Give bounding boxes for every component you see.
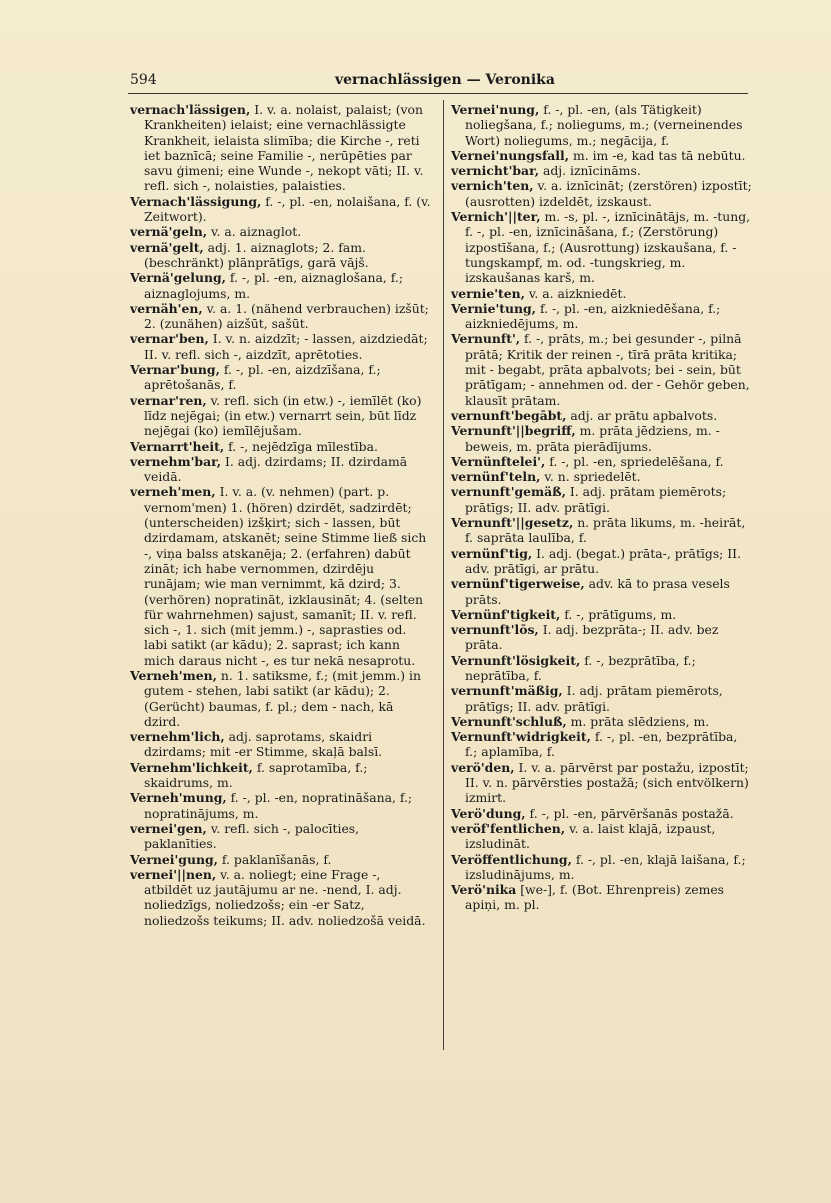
dictionary-entry bbox=[130, 867, 432, 928]
dictionary-entry bbox=[130, 790, 432, 821]
entry-headword: vernehm'lich, bbox=[130, 729, 225, 745]
entry-definition: adj. ar prātu apbalvots. bbox=[566, 407, 718, 423]
entry-headword: vernä'gelt, bbox=[130, 239, 204, 255]
dictionary-entry bbox=[130, 729, 432, 760]
dictionary-entry bbox=[451, 806, 753, 821]
entry-definition: v. refl. sich -, palocīties, paklanīties. bbox=[144, 820, 360, 852]
dictionary-entry bbox=[130, 270, 432, 301]
dictionary-entry bbox=[451, 423, 753, 454]
dictionary-entry bbox=[130, 102, 432, 194]
entry-definition: f. -, pl. -en, aizkniedēšana, f.; aizkniedējums, m. bbox=[465, 300, 721, 332]
entry-definition: m. -s, pl. -, iznīcinātājs, m. -tung, f. -, pl. -en, iznīcināšana, f.; (Zerstörung) izpostīšana, f.; (Ausrottung) izskaušana, f. -tungskampf, m. od. -tungskrieg, m. izskaušanas karš, m. bbox=[465, 209, 751, 286]
entry-definition: f. -, prātīgums, m. bbox=[560, 606, 677, 622]
entry-definition: f. -, pl. -en, klajā laišana, f.; izsludinājums, m. bbox=[465, 851, 746, 882]
entry-headword: Vernei'nungsfall, bbox=[451, 147, 570, 163]
dictionary-entry bbox=[451, 301, 753, 332]
entry-headword: Vernich'||ter, bbox=[451, 209, 541, 225]
entry-headword: vernünf'teln, bbox=[451, 469, 541, 485]
entry-headword: Verö'dung, bbox=[451, 805, 526, 821]
dictionary-entry bbox=[130, 760, 432, 791]
entry-definition: f. -, pl. -en, spriedelēšana, f. bbox=[545, 453, 724, 469]
dictionary-entry bbox=[451, 484, 753, 515]
dictionary-entry bbox=[130, 668, 432, 729]
dictionary-entry bbox=[451, 163, 753, 178]
entry-definition: v. n. spriedelēt. bbox=[540, 469, 641, 485]
entry-definition: I. v. a. (v. nehmen) (part. p. vernom'men) 1. (hören) dzirdēt, sadzirdēt; (unterscheiden) izšķirt; sich - lassen, būt dzirdamam, atskanēt; seine Stimme ließ sich -, viņa balss atskanēja; 2. (erfahren) dabūt zināt; ich habe vernommen, dzirdēju runājam; wie man vernimmt, kā dzird; 3. (verhören) nopratināt, izklausināt; 4. (selten für wahrnehmen) sajust, samanīt; II. v. refl. sich -, 1. sich (mit jemm.) -, saprasties od. labi satikt (ar kādu); 2. saprast; ich kann mich daraus nicht -, es tur nekā nesaprotu. bbox=[144, 484, 427, 668]
entry-definition: v. a. noliegt; eine Frage -, atbildēt uz jautājumu ar ne. -nend, I. adj. noliedzīgs, noliedzošs; ein -er Satz, noliedzošs teikums; II. adv. noliedzošā veidā. bbox=[144, 866, 426, 928]
entry-headword: vernünf'tigerweise, bbox=[451, 576, 585, 592]
dictionary-entry bbox=[451, 760, 753, 806]
entry-headword: Veröffentlichung, bbox=[451, 851, 572, 867]
entry-definition: m. prāta jēdziens, m. -beweis, m. prāta pierādījums. bbox=[465, 423, 720, 454]
entry-headword: vernie'ten, bbox=[451, 285, 525, 301]
entry-headword: Vernach'lässigung, bbox=[130, 193, 262, 209]
dictionary-entry bbox=[451, 714, 753, 729]
dictionary-entry bbox=[451, 178, 753, 209]
dictionary-entry bbox=[130, 454, 432, 485]
dictionary-entry bbox=[451, 469, 753, 484]
dictionary-entry bbox=[451, 546, 753, 577]
dictionary-entry bbox=[451, 148, 753, 163]
entry-headword: Vernä'gelung, bbox=[130, 270, 226, 286]
entry-headword: Vernunft'lösigkeit, bbox=[451, 652, 581, 668]
entry-headword: vernar'ren, bbox=[130, 392, 207, 408]
entry-definition: v. a. laist klajā, izpaust, izsludināt. bbox=[465, 820, 716, 852]
entry-definition: f. -, pl. -en, (als Tätigkeit) noliegšana, f.; noliegums, m.; (verneinendes Wort) noliegums, m.; negācija, f. bbox=[465, 102, 743, 148]
dictionary-entry bbox=[451, 653, 753, 684]
dictionary-entry bbox=[130, 331, 432, 362]
entry-definition: adj. saprotams, skaidri dzirdams; mit -er Stimme, skaļā balsī. bbox=[144, 729, 383, 760]
entry-headword: Vernehm'lichkeit, bbox=[130, 759, 253, 775]
entry-headword: Vernunft'||begriff, bbox=[451, 423, 576, 439]
entry-definition: I. adj. dzirdams; II. dzirdamā veidā. bbox=[144, 453, 408, 485]
entry-headword: Vernei'gung, bbox=[130, 851, 218, 867]
entry-headword: vernunft'mäßig, bbox=[451, 683, 563, 699]
entry-headword: vernich'ten, bbox=[451, 178, 534, 194]
dictionary-entry bbox=[451, 209, 753, 285]
right-column bbox=[451, 102, 753, 1162]
entry-definition: f. -, pl. -en, aiznaglošana, f.; aiznaglojums, m. bbox=[144, 270, 403, 301]
dictionary-entry bbox=[451, 454, 753, 469]
dictionary-entry bbox=[130, 393, 432, 439]
entry-headword: Vernunft', bbox=[451, 331, 521, 347]
entry-definition: v. a. 1. (nähend verbrauchen) izšūt; 2. (zunähen) aizšūt, sašūt. bbox=[144, 300, 429, 332]
entry-headword: Vernunft'widrigkeit, bbox=[451, 729, 591, 745]
entry-definition: f. -, nejēdzīga mīlestība. bbox=[224, 438, 378, 454]
entry-headword: vernei'gen, bbox=[130, 820, 207, 836]
dictionary-entry bbox=[451, 622, 753, 653]
entry-headword: Vernie'tung, bbox=[451, 300, 536, 316]
entry-headword: Vernunft'||gesetz, bbox=[451, 515, 574, 531]
entry-definition: f. -, pl. -en, nolaišana, f. (v. Zeitwort). bbox=[144, 193, 431, 225]
entry-definition: m. prāta slēdziens, m. bbox=[566, 713, 710, 729]
entry-headword: Vernar'bung, bbox=[130, 362, 220, 378]
dictionary-entry bbox=[451, 102, 753, 148]
dictionary-entry bbox=[451, 331, 753, 407]
entry-headword: verö'den, bbox=[451, 759, 515, 775]
entry-headword: verneh'men, bbox=[130, 484, 216, 500]
dictionary-entry bbox=[451, 852, 753, 883]
entry-definition: v. a. iznīcināt; (zerstören) izpostīt; (ausrotten) izdeldēt, izskaust. bbox=[465, 178, 752, 209]
page-header bbox=[130, 70, 750, 90]
dictionary-entry bbox=[130, 194, 432, 225]
entry-headword: vernäh'en, bbox=[130, 300, 203, 316]
dictionary-entry bbox=[451, 576, 753, 607]
entry-definition: f. -, pl. -en, nopratināšana, f.; nopratinājums, m. bbox=[144, 790, 413, 821]
entry-definition: I. adj. bezprāta-; II. adv. bez prāta. bbox=[465, 622, 719, 653]
entry-headword: vernunft'begābt, bbox=[451, 407, 567, 423]
header-rule bbox=[128, 93, 748, 94]
entry-definition: m. im -e, kad tas tā nebūtu. bbox=[569, 147, 746, 163]
dictionary-entry bbox=[451, 607, 753, 622]
entry-headword: Vernünftelei', bbox=[451, 453, 546, 469]
dictionary-entry bbox=[451, 729, 753, 760]
entry-definition: f. -, pl. -en, aizdzīšana, f.; aprētošanās, f. bbox=[144, 362, 381, 393]
entry-definition: f. -, pl. -en, bezprātība, f.; aplamība, f. bbox=[465, 729, 738, 760]
entry-headword: vernünf'tig, bbox=[451, 545, 533, 561]
dictionary-entry bbox=[451, 882, 753, 913]
dictionary-entry bbox=[130, 852, 432, 867]
entry-definition: I. v. a. pārvērst par postažu, izpostīt; II. v. n. pārvērsties postažā; (sich entvölkern) izmirt. bbox=[465, 759, 749, 806]
entry-headword: veröf'fentlichen, bbox=[451, 820, 566, 836]
dictionary-entry bbox=[451, 683, 753, 714]
entry-headword: vernä'geln, bbox=[130, 224, 208, 240]
entry-definition: I. adj. (begat.) prāta-, prātīgs; II. adv. prātīgi, ar prātu. bbox=[465, 545, 742, 576]
entry-definition: v. a. aiznaglot. bbox=[207, 224, 302, 240]
entry-headword: vernunft'gemäß, bbox=[451, 484, 566, 500]
entry-definition: n. prāta likums, m. -heirāt, f. saprāta laulība, f. bbox=[465, 515, 746, 546]
entry-definition: adj. iznīcināms. bbox=[539, 163, 641, 179]
entry-headword: Verneh'mung, bbox=[130, 790, 227, 806]
column-divider bbox=[443, 100, 444, 1050]
entry-definition: I. adj. prātam piemērots, prātīgs; II. adv. prātīgi. bbox=[465, 683, 723, 714]
dictionary-entry bbox=[451, 515, 753, 546]
entry-definition: [we-], f. (Bot. Ehrenpreis) zemes apiņi, m. pl. bbox=[465, 882, 725, 913]
dictionary-entry bbox=[130, 439, 432, 454]
entry-definition: adj. 1. aiznaglots; 2. fam. (beschränkt) plānprātīgs, garā vājš. bbox=[144, 239, 369, 270]
dictionary-entry bbox=[451, 286, 753, 301]
entry-definition: f. saprotamība, f.; skaidrums, m. bbox=[144, 759, 368, 791]
entry-headword: vernar'ben, bbox=[130, 331, 209, 347]
entry-headword: Vernarrt'heit, bbox=[130, 438, 225, 454]
entry-definition: n. 1. satiksme, f.; (mit jemm.) in gutem - stehen, labi satikt (ar kādu); 2. (Gerücht) baumas, f. pl.; dem - nach, kā dzird. bbox=[144, 667, 421, 729]
entry-definition: v. refl. sich (in etw.) -, iemīlēt (ko) līdz neјēgai; (in etw.) vernarrt sein, būt līdz nejēgai (ko) iemīlējušam. bbox=[144, 392, 422, 439]
entry-definition: f. paklanīšanās, f. bbox=[217, 851, 332, 867]
dictionary-entry bbox=[130, 224, 432, 239]
entry-definition: adv. kā to prasa vesels prāts. bbox=[465, 576, 730, 607]
left-column bbox=[130, 102, 432, 1162]
entry-headword: vernehm'bar, bbox=[130, 453, 222, 469]
dictionary-entry bbox=[130, 821, 432, 852]
entry-headword: Verö'nika bbox=[451, 882, 517, 898]
entry-headword: vernach'lässigen, bbox=[130, 102, 251, 117]
dictionary-entry bbox=[130, 484, 432, 668]
dictionary-entry bbox=[130, 240, 432, 271]
entry-headword: Vernünf'tigkeit, bbox=[451, 606, 561, 622]
entry-headword: Vernei'nung, bbox=[451, 102, 540, 117]
entry-headword: vernunft'lōs, bbox=[451, 622, 539, 638]
page-title: vernachlässigen — Veronika bbox=[335, 72, 555, 88]
entry-definition: f. -, pl. -en, pārvēršanās postažā. bbox=[525, 805, 734, 821]
entry-definition: I. v. n. aizdzīt; - lassen, aizdziedāt; II. v. refl. sich -, aizdzīt, aprētoties. bbox=[144, 331, 428, 362]
dictionary-entry bbox=[130, 301, 432, 332]
entry-definition: f. -, prāts, m.; bei gesunder -, pilnā prātā; Kritik der reinen -, tīrā prāta kritika; mit - begabt, prāta apbalvots; bei - sein, būt prātīgam; - annehmen od. der - Gehör geben, klausīt prātam. bbox=[465, 331, 750, 408]
entry-headword: Verneh'men, bbox=[130, 667, 217, 683]
entry-headword: Vernunft'schluß, bbox=[451, 713, 567, 729]
entry-definition: I. adj. prātam piemērots; prātīgs; II. adv. prātīgi. bbox=[465, 484, 727, 515]
entry-headword: vernicht'bar, bbox=[451, 163, 540, 179]
page-number: 594 bbox=[130, 72, 157, 88]
dictionary-entry bbox=[451, 821, 753, 852]
dictionary-entry bbox=[130, 362, 432, 393]
entry-headword: vernei'||nen, bbox=[130, 866, 217, 882]
dictionary-entry bbox=[451, 408, 753, 423]
entry-definition: I. v. a. nolaist, palaist; (von Krankheiten) ielaist; eine vernachlässigte Krankheit, ielaista slimība; die Kirche -, reti iet baznīcā; seine Familie -, nerūpēties par savu ģimeni; eine Wunde -, nekopt vāti; II. v. refl. sich -, nolaisties, palaisties. bbox=[144, 102, 424, 194]
entry-definition: f. -, bezprātība, f.; neprātība, f. bbox=[465, 652, 696, 683]
entry-definition: v. a. aizkniedēt. bbox=[524, 285, 627, 301]
